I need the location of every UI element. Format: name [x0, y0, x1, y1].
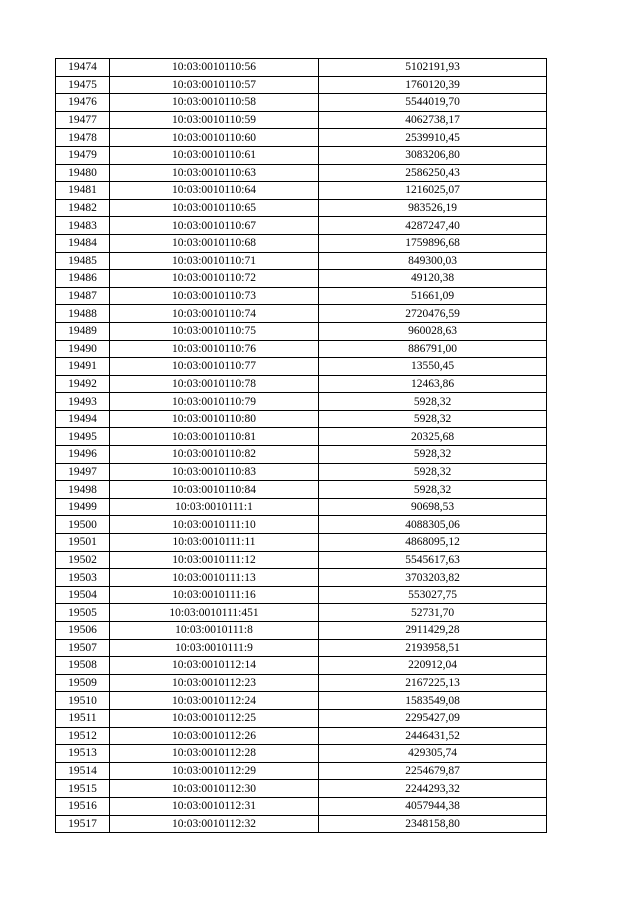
value-cell: 51661,09	[319, 287, 547, 305]
table-row	[56, 428, 547, 446]
cadastral-number-cell: 10:03:0010110:74	[110, 305, 319, 323]
value-cell: 1216025,07	[319, 182, 547, 200]
value-cell: 2295427,09	[319, 709, 547, 727]
row-number-cell: 19514	[56, 762, 110, 780]
row-number-cell: 19481	[56, 182, 110, 200]
cadastral-number-cell: 10:03:0010110:56	[110, 59, 319, 77]
table-row	[56, 709, 547, 727]
cadastral-number-cell: 10:03:0010112:31	[110, 797, 319, 815]
row-number-cell: 19475	[56, 76, 110, 94]
cadastral-number-cell: 10:03:0010112:26	[110, 727, 319, 745]
row-number-cell: 19495	[56, 428, 110, 446]
table-row	[56, 586, 547, 604]
value-cell: 20325,68	[319, 428, 547, 446]
cadastral-number-cell: 10:03:0010110:77	[110, 358, 319, 376]
cadastral-number-cell: 10:03:0010110:61	[110, 146, 319, 164]
value-cell: 220912,04	[319, 657, 547, 675]
value-cell: 2446431,52	[319, 727, 547, 745]
row-number-cell: 19509	[56, 674, 110, 692]
table-row	[56, 762, 547, 780]
cadastral-number-cell: 10:03:0010112:25	[110, 709, 319, 727]
row-number-cell: 19487	[56, 287, 110, 305]
table-row	[56, 252, 547, 270]
table-row	[56, 305, 547, 323]
table-row	[56, 692, 547, 710]
table-row	[56, 604, 547, 622]
cadastral-number-cell: 10:03:0010110:64	[110, 182, 319, 200]
table-row	[56, 322, 547, 340]
table-row	[56, 569, 547, 587]
value-cell: 3703203,82	[319, 569, 547, 587]
row-number-cell: 19496	[56, 446, 110, 464]
table-row	[56, 76, 547, 94]
value-cell: 5928,32	[319, 393, 547, 411]
row-number-cell: 19502	[56, 551, 110, 569]
table-row	[56, 639, 547, 657]
cadastral-number-cell: 10:03:0010111:9	[110, 639, 319, 657]
table-row	[56, 340, 547, 358]
value-cell: 5545617,63	[319, 551, 547, 569]
data-table	[55, 58, 547, 833]
table-row	[56, 146, 547, 164]
table-row	[56, 674, 547, 692]
value-cell: 2586250,43	[319, 164, 547, 182]
row-number-cell: 19517	[56, 815, 110, 833]
value-cell: 4088305,06	[319, 516, 547, 534]
row-number-cell: 19493	[56, 393, 110, 411]
row-number-cell: 19494	[56, 410, 110, 428]
cadastral-number-cell: 10:03:0010110:84	[110, 481, 319, 499]
value-cell: 1583549,08	[319, 692, 547, 710]
row-number-cell: 19474	[56, 59, 110, 77]
row-number-cell: 19515	[56, 780, 110, 798]
cadastral-number-cell: 10:03:0010110:57	[110, 76, 319, 94]
cadastral-number-cell: 10:03:0010110:63	[110, 164, 319, 182]
value-cell: 2720476,59	[319, 305, 547, 323]
value-cell: 52731,70	[319, 604, 547, 622]
cadastral-number-cell: 10:03:0010111:11	[110, 534, 319, 552]
value-cell: 4057944,38	[319, 797, 547, 815]
row-number-cell: 19506	[56, 622, 110, 640]
table-row	[56, 463, 547, 481]
table-row	[56, 622, 547, 640]
row-number-cell: 19483	[56, 217, 110, 235]
row-number-cell: 19478	[56, 129, 110, 147]
value-cell: 886791,00	[319, 340, 547, 358]
table-row	[56, 797, 547, 815]
cadastral-number-cell: 10:03:0010110:58	[110, 94, 319, 112]
cadastral-number-cell: 10:03:0010110:83	[110, 463, 319, 481]
cadastral-number-cell: 10:03:0010110:76	[110, 340, 319, 358]
cadastral-number-cell: 10:03:0010112:14	[110, 657, 319, 675]
cadastral-number-cell: 10:03:0010110:75	[110, 322, 319, 340]
row-number-cell: 19485	[56, 252, 110, 270]
value-cell: 5928,32	[319, 463, 547, 481]
cadastral-number-cell: 10:03:0010110:81	[110, 428, 319, 446]
table-row	[56, 234, 547, 252]
row-number-cell: 19508	[56, 657, 110, 675]
table-row	[56, 393, 547, 411]
row-number-cell: 19492	[56, 375, 110, 393]
value-cell: 12463,86	[319, 375, 547, 393]
cadastral-number-cell: 10:03:0010110:71	[110, 252, 319, 270]
cadastral-number-cell: 10:03:0010112:23	[110, 674, 319, 692]
value-cell: 2254679,87	[319, 762, 547, 780]
cadastral-number-cell: 10:03:0010111:451	[110, 604, 319, 622]
row-number-cell: 19500	[56, 516, 110, 534]
table-row	[56, 270, 547, 288]
table-row	[56, 358, 547, 376]
row-number-cell: 19477	[56, 111, 110, 129]
cadastral-number-cell: 10:03:0010111:8	[110, 622, 319, 640]
row-number-cell: 19516	[56, 797, 110, 815]
table-row	[56, 745, 547, 763]
row-number-cell: 19479	[56, 146, 110, 164]
value-cell: 4868095,12	[319, 534, 547, 552]
row-number-cell: 19482	[56, 199, 110, 217]
cadastral-number-cell: 10:03:0010110:59	[110, 111, 319, 129]
table-row	[56, 551, 547, 569]
table-row	[56, 375, 547, 393]
cadastral-number-cell: 10:03:0010110:82	[110, 446, 319, 464]
value-cell: 5928,32	[319, 481, 547, 499]
table-row	[56, 516, 547, 534]
value-cell: 5102191,93	[319, 59, 547, 77]
cadastral-number-cell: 10:03:0010110:65	[110, 199, 319, 217]
row-number-cell: 19486	[56, 270, 110, 288]
table-row	[56, 498, 547, 516]
table-row	[56, 727, 547, 745]
table-row	[56, 217, 547, 235]
table-row	[56, 59, 547, 77]
value-cell: 553027,75	[319, 586, 547, 604]
cadastral-number-cell: 10:03:0010110:80	[110, 410, 319, 428]
table-row	[56, 534, 547, 552]
row-number-cell: 19488	[56, 305, 110, 323]
row-number-cell: 19489	[56, 322, 110, 340]
table-row	[56, 780, 547, 798]
value-cell: 5928,32	[319, 410, 547, 428]
value-cell: 90698,53	[319, 498, 547, 516]
row-number-cell: 19497	[56, 463, 110, 481]
value-cell: 4287247,40	[319, 217, 547, 235]
value-cell: 5928,32	[319, 446, 547, 464]
value-cell: 983526,19	[319, 199, 547, 217]
value-cell: 2244293,32	[319, 780, 547, 798]
table-row	[56, 446, 547, 464]
table-row	[56, 410, 547, 428]
cadastral-number-cell: 10:03:0010110:78	[110, 375, 319, 393]
table-row	[56, 182, 547, 200]
value-cell: 4062738,17	[319, 111, 547, 129]
value-cell: 3083206,80	[319, 146, 547, 164]
table-row	[56, 657, 547, 675]
table-body	[56, 59, 547, 833]
row-number-cell: 19513	[56, 745, 110, 763]
value-cell: 2911429,28	[319, 622, 547, 640]
row-number-cell: 19504	[56, 586, 110, 604]
cadastral-number-cell: 10:03:0010111:10	[110, 516, 319, 534]
value-cell: 1759896,68	[319, 234, 547, 252]
cadastral-number-cell: 10:03:0010111:12	[110, 551, 319, 569]
table-row	[56, 129, 547, 147]
table-row	[56, 111, 547, 129]
value-cell: 960028,63	[319, 322, 547, 340]
cadastral-number-cell: 10:03:0010110:79	[110, 393, 319, 411]
cadastral-number-cell: 10:03:0010110:73	[110, 287, 319, 305]
table-row	[56, 94, 547, 112]
row-number-cell: 19510	[56, 692, 110, 710]
cadastral-number-cell: 10:03:0010110:67	[110, 217, 319, 235]
table-row	[56, 815, 547, 833]
cadastral-number-cell: 10:03:0010111:13	[110, 569, 319, 587]
value-cell: 13550,45	[319, 358, 547, 376]
row-number-cell: 19498	[56, 481, 110, 499]
row-number-cell: 19490	[56, 340, 110, 358]
table-row	[56, 164, 547, 182]
row-number-cell: 19505	[56, 604, 110, 622]
row-number-cell: 19491	[56, 358, 110, 376]
row-number-cell: 19501	[56, 534, 110, 552]
value-cell: 5544019,70	[319, 94, 547, 112]
value-cell: 429305,74	[319, 745, 547, 763]
value-cell: 1760120,39	[319, 76, 547, 94]
value-cell: 2539910,45	[319, 129, 547, 147]
cadastral-number-cell: 10:03:0010110:60	[110, 129, 319, 147]
value-cell: 49120,38	[319, 270, 547, 288]
row-number-cell: 19503	[56, 569, 110, 587]
value-cell: 2193958,51	[319, 639, 547, 657]
cadastral-number-cell: 10:03:0010112:24	[110, 692, 319, 710]
row-number-cell: 19476	[56, 94, 110, 112]
table-row	[56, 199, 547, 217]
row-number-cell: 19511	[56, 709, 110, 727]
cadastral-number-cell: 10:03:0010111:1	[110, 498, 319, 516]
row-number-cell: 19507	[56, 639, 110, 657]
cadastral-number-cell: 10:03:0010112:30	[110, 780, 319, 798]
cadastral-number-cell: 10:03:0010112:29	[110, 762, 319, 780]
cadastral-number-cell: 10:03:0010110:68	[110, 234, 319, 252]
value-cell: 2167225,13	[319, 674, 547, 692]
cadastral-number-cell: 10:03:0010111:16	[110, 586, 319, 604]
cadastral-number-cell: 10:03:0010112:32	[110, 815, 319, 833]
value-cell: 2348158,80	[319, 815, 547, 833]
row-number-cell: 19484	[56, 234, 110, 252]
row-number-cell: 19512	[56, 727, 110, 745]
table-row	[56, 287, 547, 305]
cadastral-number-cell: 10:03:0010110:72	[110, 270, 319, 288]
row-number-cell: 19480	[56, 164, 110, 182]
table-row	[56, 481, 547, 499]
cadastral-number-cell: 10:03:0010112:28	[110, 745, 319, 763]
row-number-cell: 19499	[56, 498, 110, 516]
value-cell: 849300,03	[319, 252, 547, 270]
